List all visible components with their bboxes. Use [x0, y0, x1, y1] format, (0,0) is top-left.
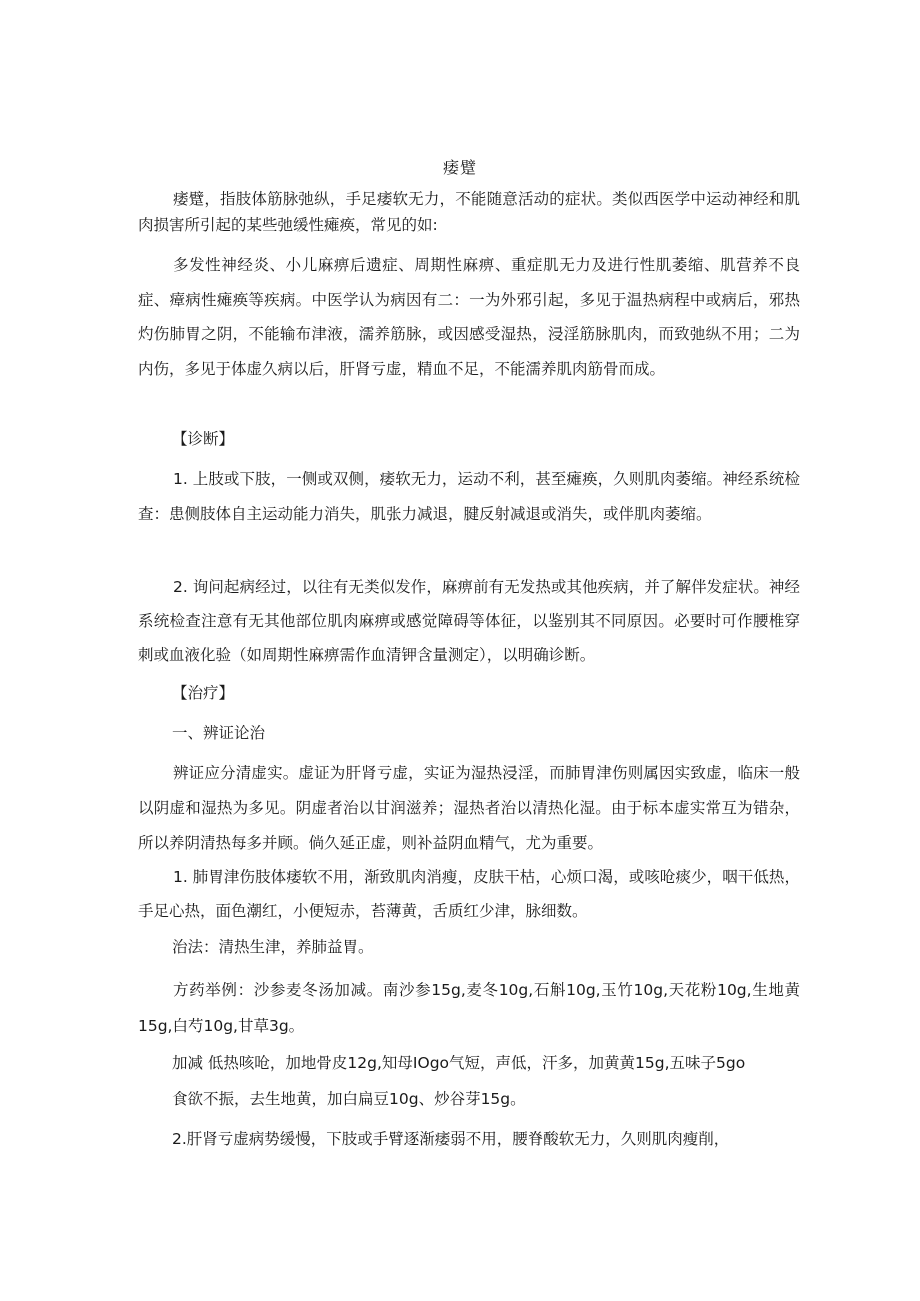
type-1-modification: 加减 低热咳呛，加地骨皮12g,知母IOgo气短，声低，汗多，加黄黄15g,五味子5go	[172, 1054, 746, 1072]
diagnosis-item-1: 1. 上肢或下肢，一侧或双侧，痿软无力，运动不利，甚至瘫痪，久则肌肉萎缩。神经系统检查：患侧肢体自主运动能力消失，肌张力减退，腱反射减退或消失，或伴肌肉萎缩。	[138, 470, 800, 523]
document-title: 痿躄	[442, 158, 477, 177]
diagnosis-item-2: 2. 询问起病经过，以往有无类似发作，麻痹前有无发热或其他疾病，并了解伴发症状。神经系统检查注意有无其他部位肌肉麻痹或感觉障碍等体征，以鉴别其不同原因。必要时可作腰椎穿刺或血液化验（如周期性麻痹需作血清钾含量测定），以明确诊断。	[138, 578, 800, 664]
type-1-method: 治法：清热生津，养肺益胃。	[172, 938, 374, 956]
type-1-appetite-note: 食欲不振，去生地黄，加白扁豆10g、炒谷芽15g。	[172, 1090, 526, 1108]
type-2-symptoms: 2.肝肾亏虚病势缓慢，下肢或手臂逐渐痿弱不用，腰脊酸软无力，久则肌肉瘦削，	[172, 1130, 730, 1148]
section-1-intro: 辨证应分清虚实。虚证为肝肾亏虚，实证为湿热浸淫，而肺胃津伤则属因实致虚，临床一般以阴虚和湿热为多见。阴虚者治以甘润滋养；湿热者治以清热化湿。由于标本虚实常互为错杂，所以养阴清热每多并顾。倘久延正虚，则补益阴血精气，尤为重要。	[138, 764, 800, 852]
diagnosis-heading: 【诊断】	[172, 430, 235, 448]
etiology-paragraph: 多发性神经炎、小儿麻痹后遗症、周期性麻痹、重症肌无力及进行性肌萎缩、肌营养不良症、瘴病性瘫痪等疾病。中医学认为病因有二：一为外邪引起，多见于温热病程中或病后，邪热灼伤肺胃之阴，不能输布津液，濡养筋脉，或因感受湿热，浸淫筋脉肌肉，而致弛纵不用；二为内伤，多见于体虚久病以后，肝肾亏虚，精血不足，不能濡养肌肉筋骨而成。	[138, 256, 800, 378]
section-1-heading: 一、辨证论治	[172, 724, 266, 742]
intro-paragraph: 痿躄，指肢体筋脉弛纵，手足痿软无力，不能随意活动的症状。类似西医学中运动神经和肌肉损害所引起的某些弛缓性瘫痪，常见的如:	[138, 190, 800, 234]
treatment-heading: 【治疗】	[172, 684, 235, 702]
type-1-formula: 方药举例：沙参麦冬汤加减。南沙参15g,麦冬10g,石斛10g,玉竹10g,天花粉10g,生地黄15g,白芍10g,甘草3g。	[138, 981, 800, 1035]
type-1-symptoms: 1. 肺胃津伤肢体痿软不用，渐致肌肉消瘦，皮肤干枯，心烦口渴，或咳呛痰少，咽干低热，手足心热，面色潮红，小便短赤，苔薄黄，舌质红少津，脉细数。	[138, 868, 800, 920]
